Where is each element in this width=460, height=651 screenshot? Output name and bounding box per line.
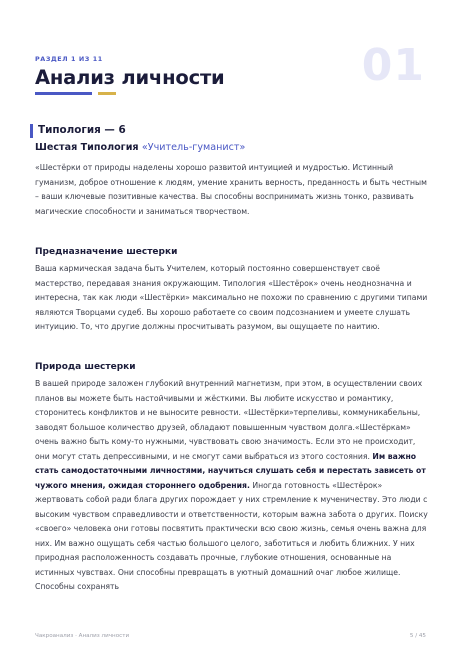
title-underline-gold xyxy=(98,92,116,95)
footer-left: Чакроанализ · Анализ личности xyxy=(35,633,130,639)
section-subtitle xyxy=(35,142,245,153)
intro-paragraph: «Шестёрки от природы наделены хорошо развитой интуицией и мудростью. Истинный гуманизм, доброе отношение к людям, умение хранить верность, преданность и быть честным – ваши ключевые позитивные качества. Вы способны воспринимать жизнь тонко, развивать магические способности и заниматься творчеством. xyxy=(35,163,427,216)
nature-text-after: Иногда готовность «Шестёрок» жертвовать собой ради блага других порождает у них стремление к мученичеству. Это люди с высоким чувством справедливости и ответственности, которым важна забота о других. Поиску «своего» человека они готовы посвятить практически всю свою жизнь, семья очень важна для них. Им важно ощущать себя частью большого целого, заботиться и любить ближних. У них природная расположенность создавать прочные, глубокие отношения, основанные на истинных чувствах. Они способны превращать в уютный домашний очаг любое жилище. Способны сохранять xyxy=(35,480,428,591)
nature-text-bold: Им важно стать самодостаточными личностями, научиться слушать себя и перестать зависеть от чужого мнения, ожидая стороннего одобрения. xyxy=(35,451,426,490)
subtitle-main: Шестая Типология xyxy=(35,142,142,153)
section-title: Типология — 6 xyxy=(38,124,126,136)
nature-text-before: В вашей природе заложен глубокий внутренний магнетизм, при этом, в осуществлении своих планов вы можете быть настойчивыми и жёсткими. Вы любите искусство и романтику, сторонитесь конфликтов и не выносите ревности. «Шестёрки»терпеливы, коммуникабельны, заводят большое количество друзей, обладают повышенным чувством долга.«Шестёркам» очень важно быть кому-то нужными, чувствовать свою значимость. Если это не происходит, они могут стать депрессивными, и не смогут сами выбраться из этого состояния. xyxy=(35,379,423,461)
nature-paragraph xyxy=(35,377,430,595)
subtitle-accent: «Учитель-гуманист» xyxy=(141,142,246,153)
purpose-paragraph: Ваша кармическая задача быть Учителем, который постоянно совершенствует своё мастерство, передавая знания окружающим. Типология «Шестёрок» очень неоднозначна и интересна, так как люди «Шестёрки» максимально не похожи по сравнению с другими типами являются Творцами судеб. Вы хорошо работаете со своим подсознанием и умеете слушать интуицию. То, что другие должны просчитывать разумом, вы ощущаете по наитию. xyxy=(35,264,428,331)
section-label: РАЗДЕЛ 1 ИЗ 11 xyxy=(35,55,103,63)
title-underline-accent xyxy=(35,92,92,95)
footer-page-counter: 5 / 45 xyxy=(409,633,426,639)
nature-heading: Природа шестерки xyxy=(35,362,136,372)
page-number-large: 01 xyxy=(361,40,425,91)
page-title: Анализ личности xyxy=(35,66,225,89)
purpose-heading: Предназначение шестерки xyxy=(35,247,178,257)
section-marker-bar xyxy=(30,124,33,138)
